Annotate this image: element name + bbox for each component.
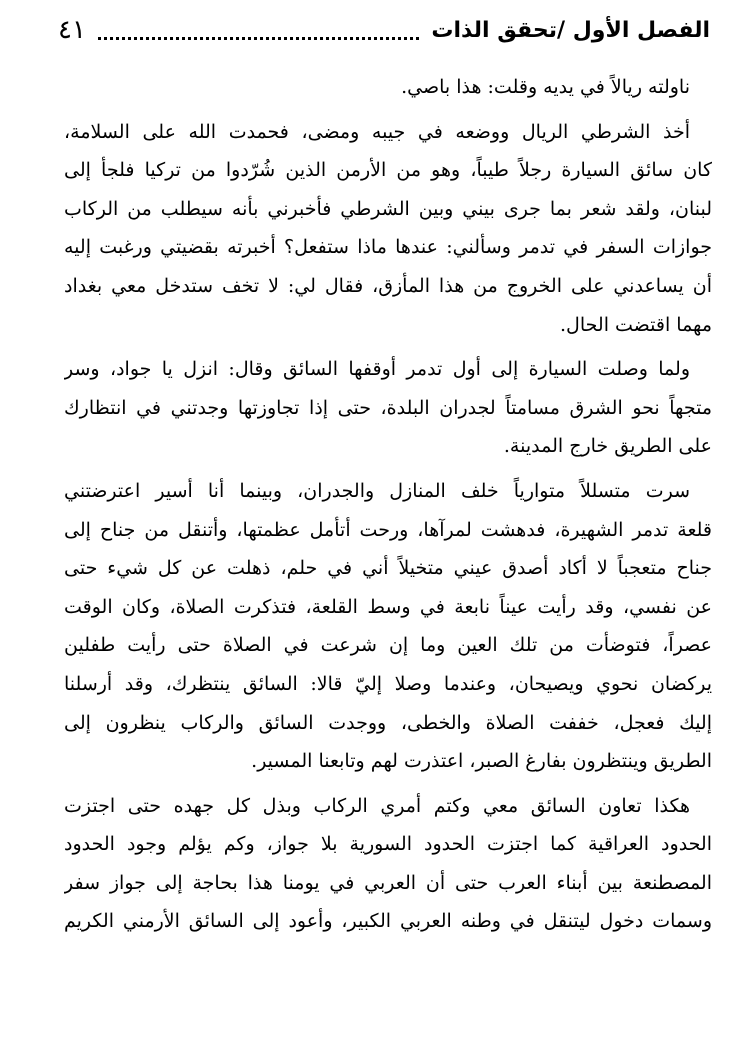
text-line: لبنان، ولقد شعر بما جرى بيني وبين الشرطي فأخبرني بأنه سيطلب من الركاب <box>64 197 712 220</box>
text-line: عصراً، فتوضأت من تلك العين وما إن شرعت في الصلاة حتى رأيت طفلين <box>64 634 712 657</box>
text-line: كان سائق السيارة رجلاً طيباً، وهو من الأرمن الذين شُرّدوا من تركيا فلجأ إلى <box>64 159 712 182</box>
paragraph <box>64 787 712 941</box>
text-line: متجهاً نحو الشرق مسامتاً لجدران البلدة، حتى إذا تجاوزتها وجدتني في انتظارك <box>64 396 712 419</box>
text-line: جوازات السفر في تدمر وسألني: عندها ماذا ستفعل؟ أخبرته بقضيتي ورغبت إليه <box>64 236 712 259</box>
paragraph <box>64 350 712 466</box>
text-line: ولما وصلت السيارة إلى أول تدمر أوقفها السائق وقال: انزل يا جواد، وسر <box>64 358 690 381</box>
text-line: الطريق وينتظرون بفارغ الصبر، اعتذرت لهم وتابعنا المسير. <box>251 750 712 773</box>
text-line: أخذ الشرطي الريال ووضعه في جيبه ومضى، فحمدت الله على السلامة، <box>64 120 690 143</box>
text-line: الحدود العراقية كما اجتزت الحدود السورية بلا جواز، وكم يؤلم وجود الحدود <box>64 833 712 856</box>
paragraph <box>64 113 712 345</box>
text-line: ناولته ريالاً في يديه وقلت: هذا باصي. <box>401 76 690 98</box>
text-line: على الطريق خارج المدينة. <box>503 435 712 458</box>
text-line: وسمات دخول ليتنقل في وطنه العربي الكبير، وأعود إلى السائق الأرمني الكريم <box>64 910 712 933</box>
running-header <box>58 10 710 50</box>
text-line: سرت متسللاً متوارياً خلف المنازل والجدران، وبينما أنا أسير اعترضتني <box>64 479 690 502</box>
text-line: إليك فعجل، خففت الصلاة والخطى، ووجدت السائق والركاب ينظرون إلى <box>64 711 712 734</box>
paragraph <box>64 68 712 107</box>
text-line: جناح متعجباً لا أكاد أصدق عيني متخيلاً أني في حلم، ذهلت عن كل شيء حتى <box>64 557 712 580</box>
page-number: ٤١ <box>58 15 86 45</box>
dot-leader <box>98 37 419 40</box>
chapter-title: الفصل الأول /تحقق الذات <box>431 17 710 43</box>
paragraph <box>64 472 712 781</box>
text-line: يركضان نحوي ويصيحان، وعندما وصلا إليّ قالا: السائق ينتظرك، وقد أرسلنا <box>64 672 712 695</box>
text-line: عن نفسي، وقد رأيت عيناً نابعة في وسط القلعة، فتذكرت الصلاة، وكان الوقت <box>64 595 712 618</box>
text-line: قلعة تدمر الشهيرة، فدهشت لمرآها، ورحت أتأمل عظمتها، وأتنقل من جناح إلى <box>64 518 712 541</box>
text-line: أن يساعدني على الخروج من هذا المأزق، فقال لي: لا تخف ستدخل معي بغداد <box>64 274 712 297</box>
text-line: مهما اقتضت الحال. <box>560 313 712 336</box>
body-text <box>64 68 712 941</box>
text-line: المصطنعة بين أبناء العرب حتى أن العربي في يومنا هذا بحاجة إلى جواز سفر <box>64 871 712 894</box>
text-line: هكذا تعاون السائق معي وكتم أمري الركاب وبذل كل جهده حتى اجتزت <box>64 794 690 817</box>
